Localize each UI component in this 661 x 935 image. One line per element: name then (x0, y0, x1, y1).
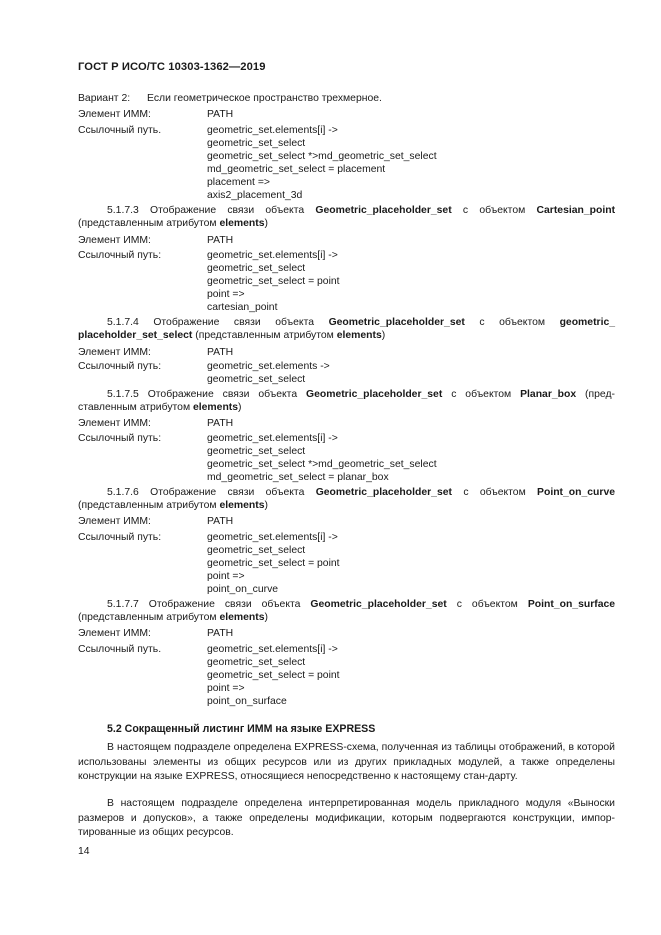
section-5-2-title: 5.2 Сокращенный листинг ИММ на языке EXPRESS (107, 723, 376, 735)
path-line: geometric_set_select *>md_geometric_set_select (207, 151, 437, 162)
entity-name: Geometric_placeholder_set (306, 389, 443, 400)
heading-text: Отображение связи объекта (148, 599, 301, 610)
subsection-5-1-7-4-heading (78, 316, 615, 342)
element-label: Элемент ИММ: (78, 347, 151, 358)
subsection-5-1-7-5-heading (78, 388, 615, 414)
heading-text: ) (264, 612, 268, 623)
heading-text: с объектом (456, 599, 518, 610)
target-entity: Point_on_surface (527, 599, 616, 610)
ref-path-label: Ссылочный путь: (78, 361, 162, 372)
subsection-5-1-7-6-heading (78, 486, 615, 512)
heading-text: ставленным атрибутом (78, 402, 191, 413)
variant-text: Если геометрическое пространство трехмерное. (147, 93, 382, 104)
subsection-5-1-7-7-heading (78, 598, 615, 624)
path-line: geometric_set_select = point (207, 276, 340, 287)
heading-text: (представленным атрибутом (195, 330, 334, 341)
subsection-number: 5.1.7.7 (107, 599, 139, 610)
path-line: geometric_set_select (207, 545, 306, 556)
element-label: Элемент ИММ: (78, 516, 151, 527)
heading-text: Отображение связи объекта (150, 487, 305, 498)
path-line: point => (207, 289, 245, 300)
entity-name: Geometric_placeholder_set (315, 487, 452, 498)
entity-name: Geometric_placeholder_set (328, 317, 465, 328)
path-line: point => (207, 571, 245, 582)
heading-text: Отображение связи объекта (153, 317, 315, 328)
heading-text: с объектом (479, 317, 546, 328)
target-entity: Cartesian_point (536, 205, 616, 216)
heading-text: с объектом (462, 205, 526, 216)
subsection-number: 5.1.7.4 (107, 317, 139, 328)
element-value: PATH (207, 628, 234, 639)
subsection-number: 5.1.7.3 (107, 205, 139, 216)
heading-text: с объектом (451, 389, 512, 400)
element-value: PATH (207, 347, 234, 358)
path-line: geometric_set_select = point (207, 670, 340, 681)
attribute-name: elements (219, 218, 265, 229)
path-line: geometric_set.elements[i] -> (207, 433, 338, 444)
heading-text: ) (381, 330, 386, 341)
element-value: PATH (207, 516, 234, 527)
element-value: PATH (207, 235, 234, 246)
ref-path-label: Ссылочный путь: (78, 532, 162, 543)
path-line: placement => (207, 177, 270, 188)
path-line: geometric_set_select (207, 446, 306, 457)
path-line: md_geometric_set_select = planar_box (207, 472, 389, 483)
heading-text: с объектом (463, 487, 526, 498)
heading-text: (представленным атрибутом (78, 612, 217, 623)
page-number: 14 (78, 846, 90, 857)
element-label: Элемент ИММ: (78, 628, 151, 639)
path-line: geometric_set_select (207, 374, 306, 385)
path-line: geometric_set.elements[i] -> (207, 532, 338, 543)
heading-text: Отображение связи объекта (150, 205, 305, 216)
element-label: Элемент ИММ: (78, 235, 151, 246)
entity-name: Geometric_placeholder_set (310, 599, 447, 610)
element-value: PATH (207, 109, 234, 120)
target-entity: geometric_ (559, 317, 616, 328)
path-line: geometric_set_select (207, 138, 306, 149)
subsection-number: 5.1.7.6 (107, 487, 139, 498)
entity-name: Geometric_placeholder_set (315, 205, 452, 216)
variant-label: Вариант 2: (78, 93, 131, 104)
attribute-name: elements (219, 500, 265, 511)
path-line: cartesian_point (207, 302, 278, 313)
path-line: axis2_placement_3d (207, 190, 303, 201)
target-entity: Point_on_curve (537, 487, 615, 498)
subsection-5-1-7-3-heading (78, 204, 615, 230)
ref-path-label: Ссылочный путь: (78, 433, 162, 444)
path-line: point_on_surface (207, 696, 287, 707)
path-line: geometric_set_select = point (207, 558, 340, 569)
heading-text: ) (264, 500, 268, 511)
element-label: Элемент ИММ: (78, 109, 151, 120)
path-line: md_geometric_set_select = placement (207, 164, 386, 175)
target-entity: placeholder_set_select (78, 330, 193, 341)
path-line: geometric_set_select *>md_geometric_set_select (207, 459, 437, 470)
ref-path-label: Ссылочный путь. (78, 644, 162, 655)
heading-text: (пред- (585, 389, 615, 400)
element-value: PATH (207, 418, 234, 429)
section-5-2-paragraph-2: В настоящем подразделе определена интерпретированная модель прикладного модуля «Выноски размеров и допусков», а также определены модификации, которым подвергаются конструкции, импор-тированные из общих ресурсов. (78, 798, 615, 839)
section-5-2-paragraph-1: В настоящем подразделе определена EXPRESS-схема, полученная из таблицы отображений, в которой использованы элементы из общих ресурсов или из других прикладных модулей, а также определены конструкции на языке EXPRESS, относящиеся непосредственно к настоящему стан-дарту. (78, 742, 615, 783)
path-line: geometric_set.elements[i] -> (207, 125, 338, 136)
path-line: geometric_set.elements[i] -> (207, 644, 338, 655)
target-entity: Planar_box (520, 389, 577, 400)
heading-text: Отображение связи объекта (147, 389, 298, 400)
heading-text: (представленным атрибутом (78, 500, 217, 511)
heading-text: ) (264, 218, 268, 229)
subsection-number: 5.1.7.5 (107, 389, 139, 400)
attribute-name: elements (219, 612, 265, 623)
attribute-name: elements (336, 330, 382, 341)
ref-path-label: Ссылочный путь. (78, 125, 162, 136)
element-label: Элемент ИММ: (78, 418, 151, 429)
heading-text: ) (238, 402, 242, 413)
path-line: geometric_set_select (207, 263, 306, 274)
path-line: point_on_curve (207, 584, 279, 595)
ref-path-label: Ссылочный путь: (78, 250, 162, 261)
heading-text: (представленным атрибутом (78, 218, 217, 229)
document-header: ГОСТ Р ИСО/ТС 10303-1362—2019 (78, 61, 266, 73)
path-line: geometric_set.elements[i] -> (207, 250, 338, 261)
path-line: point => (207, 683, 245, 694)
attribute-name: elements (192, 402, 239, 413)
path-line: geometric_set_select (207, 657, 306, 668)
path-line: geometric_set.elements -> (207, 361, 330, 372)
